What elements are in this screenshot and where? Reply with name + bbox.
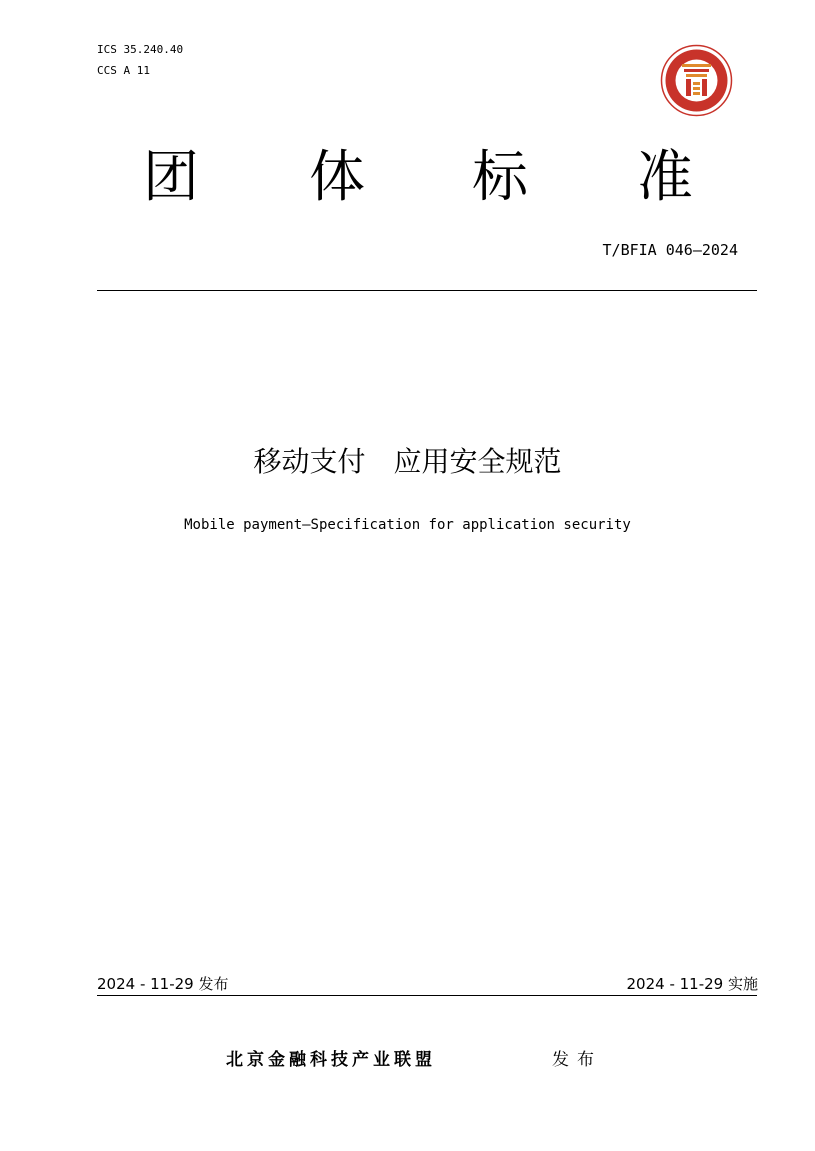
ics-code: ICS 35.240.40: [97, 43, 184, 56]
heading-char: 准: [637, 145, 693, 210]
top-divider: [97, 290, 757, 291]
ccs-code: CCS A 11: [97, 64, 150, 77]
standard-number: T/BFIA 046—2024: [602, 241, 738, 259]
heading-char: 体: [309, 145, 365, 210]
chinese-title: 移动支付 应用安全规范: [253, 445, 562, 478]
heading-char: 标: [472, 145, 528, 210]
english-title: Mobile payment—Specification for application security: [184, 517, 631, 533]
heading-char: 团: [143, 145, 199, 210]
implement-date: 2024 - 11-29 实施: [626, 975, 758, 993]
alliance-emblem-icon: [660, 44, 733, 117]
document-type-heading: [0, 143, 815, 213]
issue-action: 发布: [552, 1050, 602, 1070]
publish-date: 2024 - 11-29 发布: [97, 975, 229, 993]
issuer-name: 北京金融科技产业联盟: [226, 1050, 436, 1070]
bottom-divider: [97, 995, 757, 996]
